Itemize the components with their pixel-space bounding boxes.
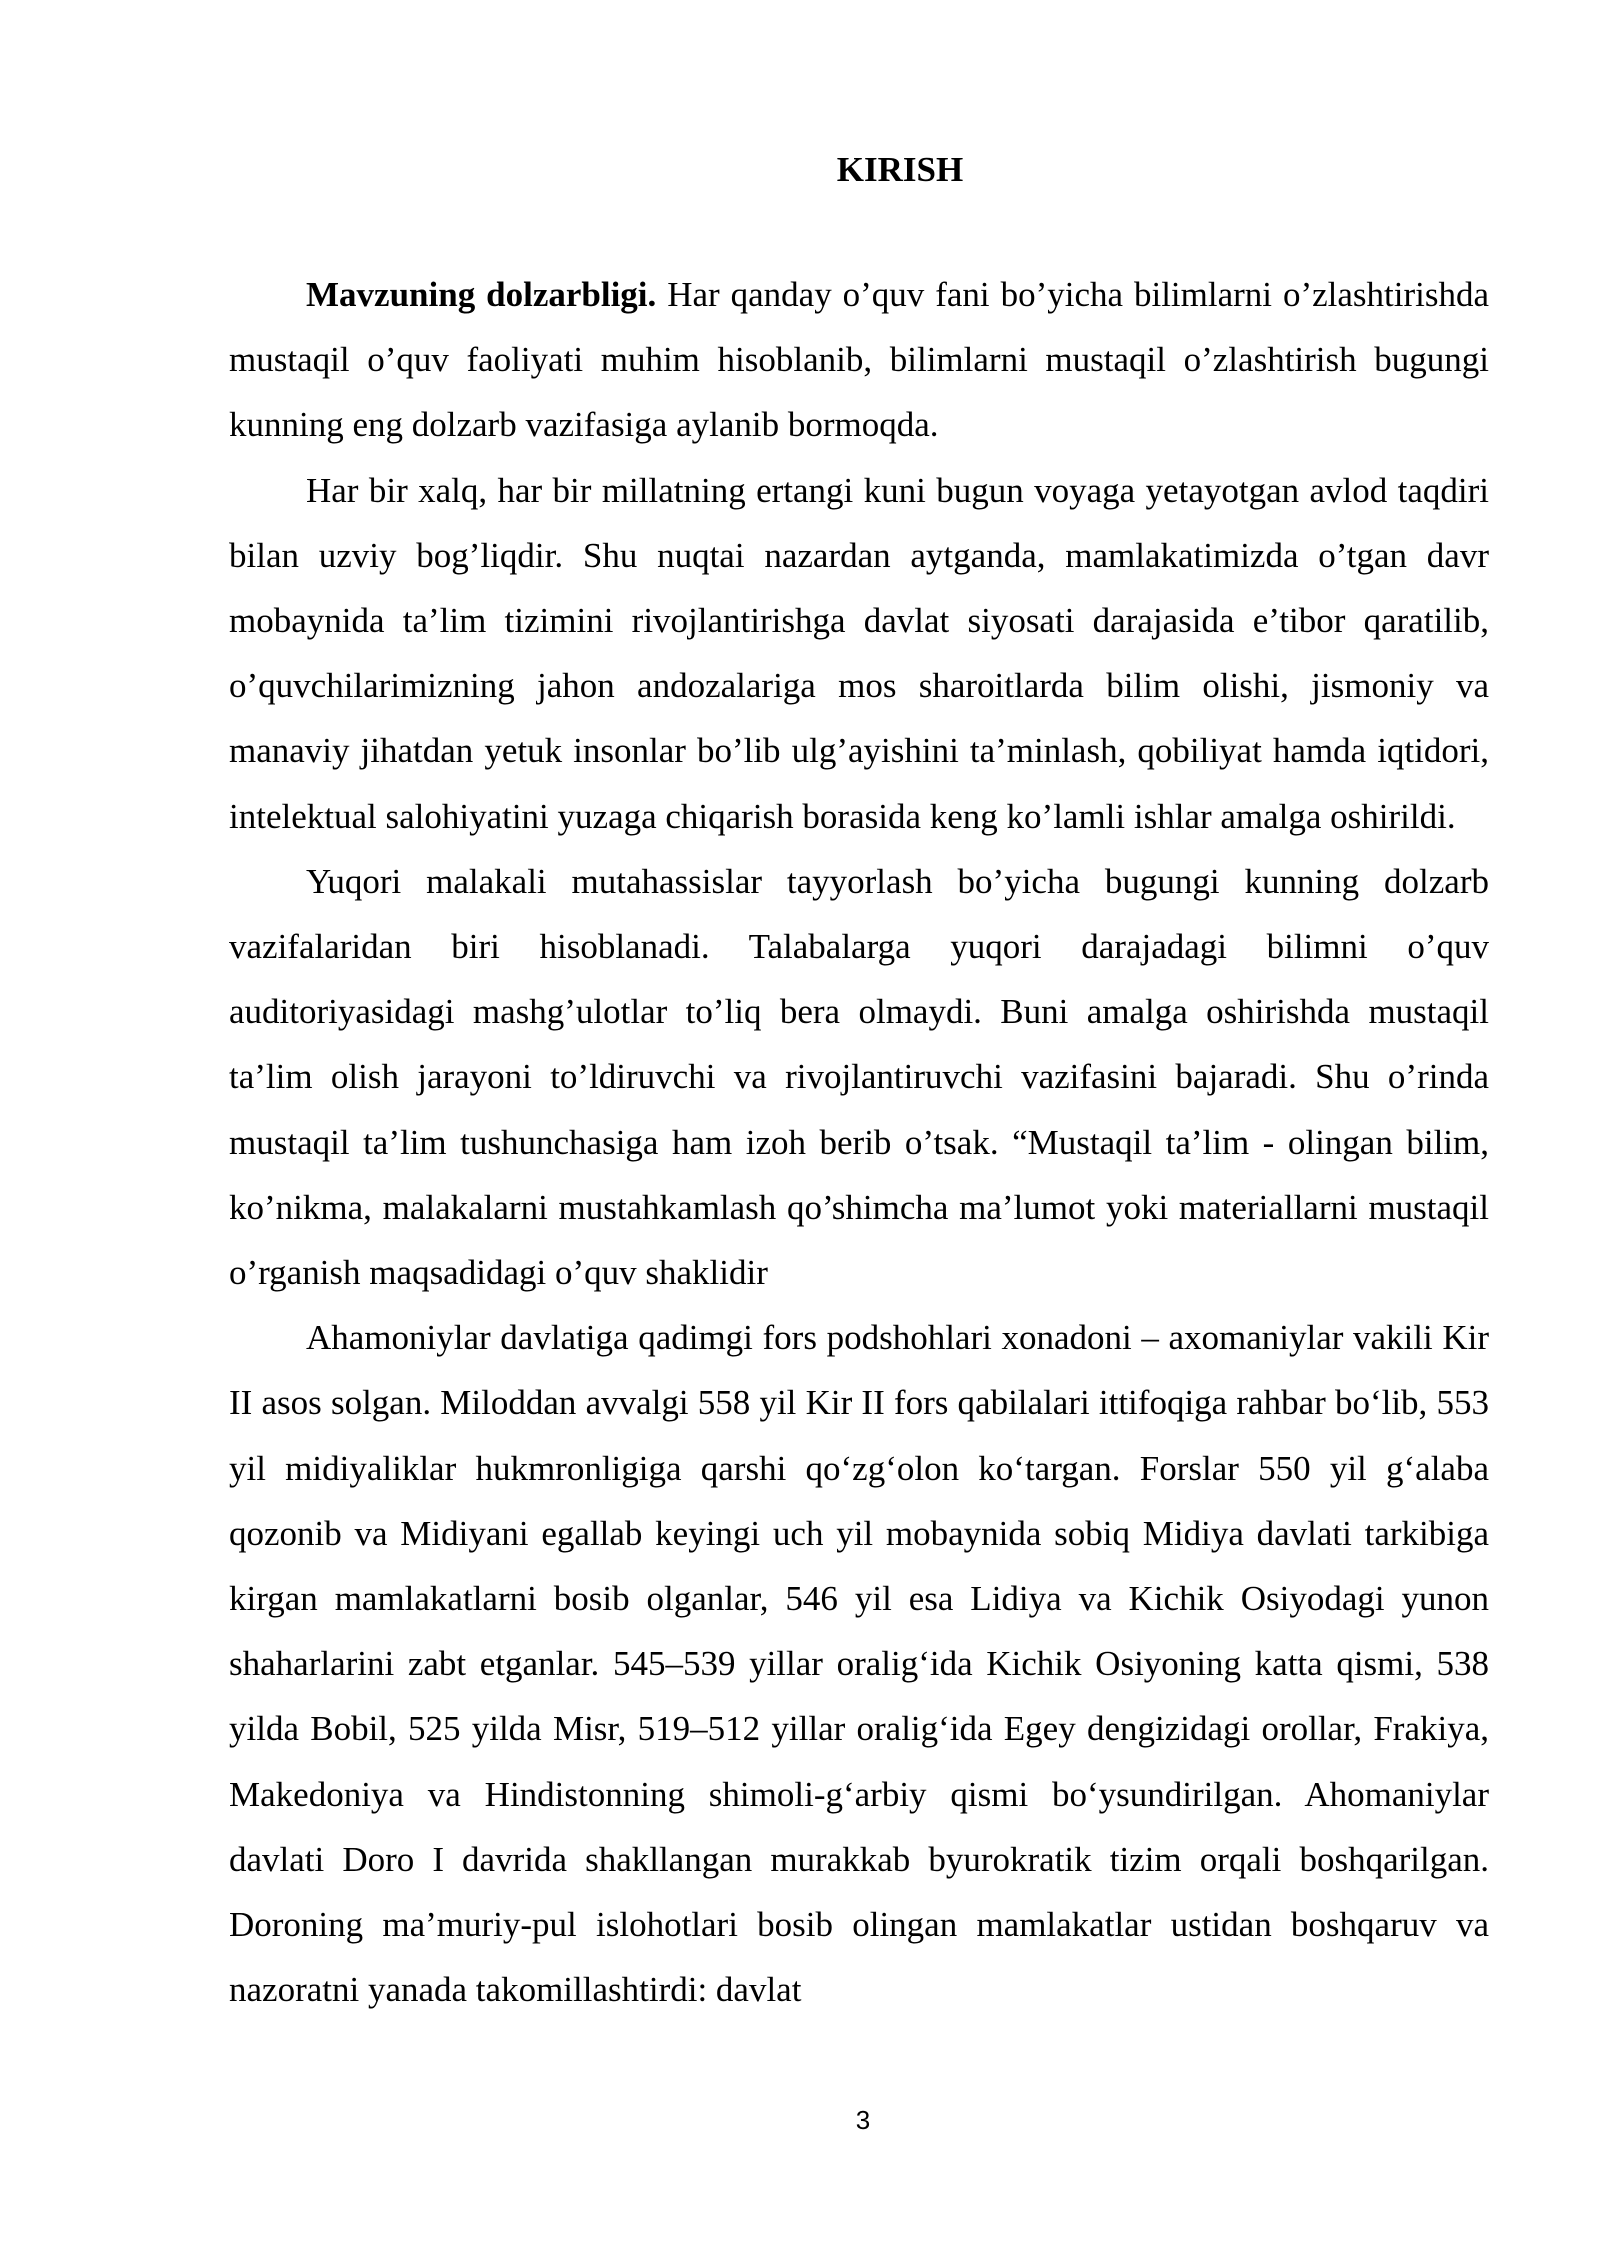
paragraph-nation-future: Har bir xalq, har bir millatning ertangi kuni bugun voyaga yetayotgan avlod taqdiri bilan uzviy bog’liqdir. Shu nuqtai nazardan aytganda, mamlakatimizda o’tgan davr mobaynida ta’lim tizimini rivojlantirishga davlat siyosati darajasida e’tibor qaratilib, o’quvchilarimizning jahon andozalariga mos sharoitlarda bilim olishi, jismoniy va manaviy jihatdan yetuk insonlar bo’lib ulg’ayishini ta’minlash, qobiliyat hamda iqtidori, intelektual salohiyatini yuzaga chiqarish borasida keng ko’lamli ishlar amalga oshirildi. bbox=[229, 470, 1489, 836]
paragraph-relevance bbox=[229, 262, 1489, 458]
document-body bbox=[229, 262, 1489, 2022]
page-number: 3 bbox=[855, 2105, 871, 2135]
paragraph-text: Har qanday o’quv fani bo’yicha bilimlarni o’zlashtirishda mustaqil o’quv faoliyati muhim hisoblanib, bilimlarni mustaqil o’zlashtirish bugungi kunning eng dolzarb vazifasiga aylanib bormoqda. bbox=[229, 275, 1489, 445]
paragraph-lead: Mavzuning dolzarbligi. bbox=[306, 275, 657, 314]
page-title: KIRISH bbox=[836, 150, 964, 189]
paragraph-achaemenids: Ahamoniylar davlatiga qadimgi fors podshohlari xonadoni – axomaniylar vakili Kir II asos solgan. Miloddan avvalgi 558 yil Kir II fors qabilalari ittifoqiga rahbar bo‘lib, 553 yil midiyaliklar hukmronligiga qarshi qo‘zg‘olon ko‘targan. Forslar 550 yil g‘alaba qozonib va Midiyani egallab keyingi uch yil mobaynida sobiq Midiya davlati tarkibiga kirgan mamlakatlarni bosib olganlar, 546 yil esa Lidiya va Kichik Osiyodagi yunon shaharlarini zabt etganlar. 545–539 yillar oralig‘ida Kichik Osiyoning katta qismi, 538 yilda Bobil, 525 yilda Misr, 519–512 yillar oralig‘ida Egey dengizidagi orollar, Frakiya, Makedoniya va Hindistonning shimoli-g‘arbiy qismi bo‘ysundirilgan. Ahomaniylar davlati Doro I davrida shakllangan murakkab byurokratik tizim orqali boshqarilgan. Doroning ma’muriy-pul islohotlari bosib olingan mamlakatlar ustidan boshqaruv va nazoratni yanada takomillashtirdi: davlat bbox=[229, 1318, 1489, 2010]
paragraph-specialists: Yuqori malakali mutahassislar tayyorlash bo’yicha bugungi kunning dolzarb vazifalaridan biri hisoblanadi. Talabalarga yuqori darajadagi bilimni o’quv auditoriyasidagi mashg’ulotlar to’liq bera olmaydi. Buni amalga oshirishda mustaqil ta’lim olish jarayoni to’ldiruvchi va rivojlantiruvchi vazifasini bajaradi. Shu o’rinda mustaqil ta’lim tushunchasiga ham izoh berib o’tsak. “Mustaqil ta’lim - olingan bilim, ko’nikma, malakalarni mustahkamlash qo’shimcha ma’lumot yoki materiallarni mustaqil o’rganish maqsadidagi o’quv shaklidir bbox=[229, 861, 1489, 1293]
